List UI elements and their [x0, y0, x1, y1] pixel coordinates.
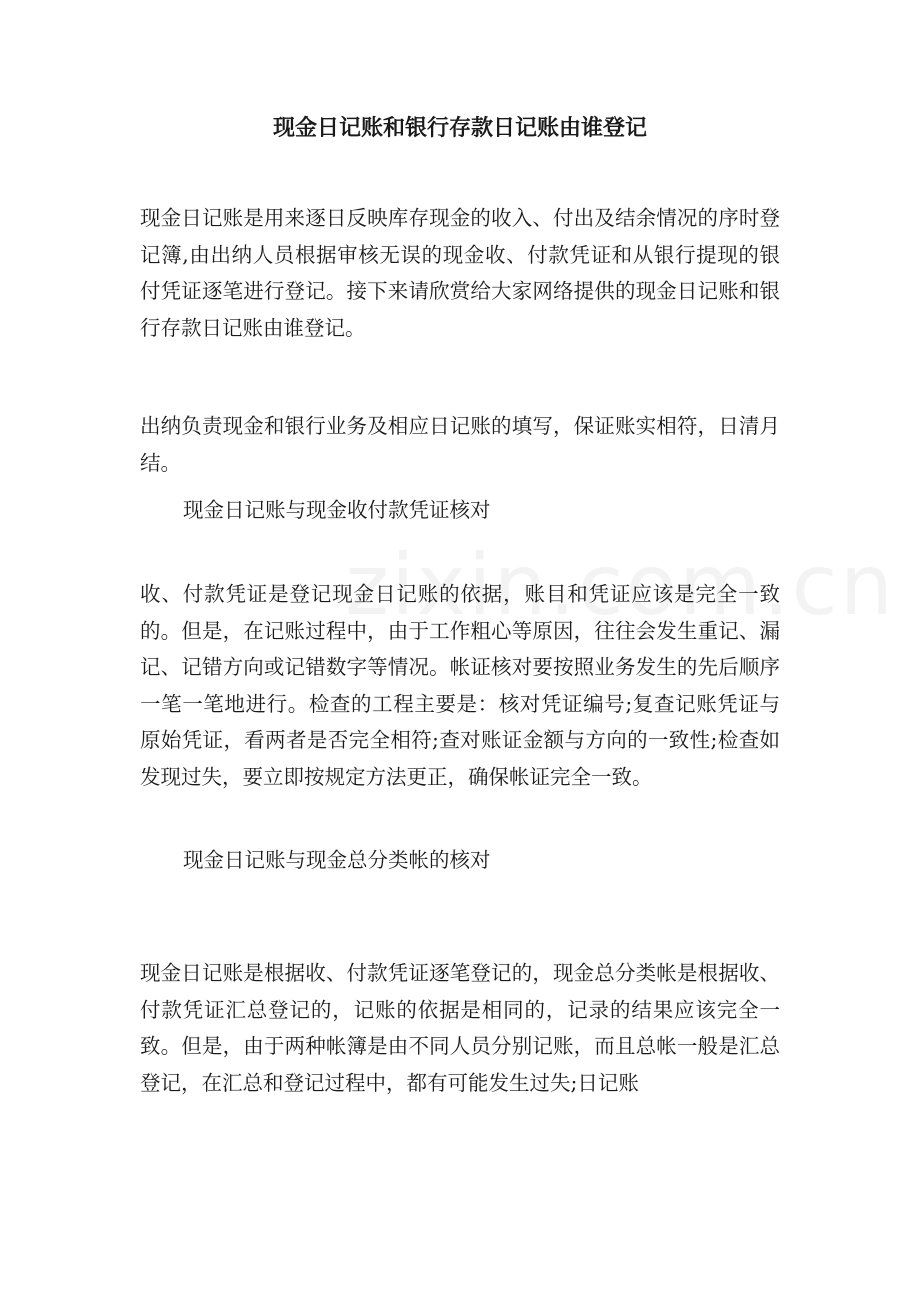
section-heading-voucher-check: 现金日记账与现金收付款凭证核对	[183, 498, 491, 522]
section-heading-ledger-check: 现金日记账与现金总分类帐的核对	[183, 848, 491, 872]
document-title: 现金日记账和银行存款日记账由谁登记	[272, 116, 647, 141]
paragraph-cashier-duty: 出纳负责现金和银行业务及相应日记账的填写，保证账实相符，日清月结。	[140, 414, 780, 475]
paragraph-ledger-check: 现金日记账是根据收、付款凭证逐笔登记的，现金总分类帐是根据收、付款凭证汇总登记的，记账的依据是相同的，记录的结果应该完全一致。但是，由于两种帐簿是由不同人员分别记账，而且总帐一般是汇总登记，在汇总和登记过程中，都有可能发生过失;日记账	[140, 961, 780, 1095]
paragraph-intro: 现金日记账是用来逐日反映库存现金的收入、付出及结余情况的序时登记簿,由出纳人员根据审核无误的现金收、付款凭证和从银行提现的银付凭证逐笔进行登记。接下来请欣赏给大家网络提供的现金日记账和银行存款日记账由谁登记。	[140, 206, 780, 340]
paragraph-voucher-check: 收、付款凭证是登记现金日记账的依据，账目和凭证应该是完全一致的。但是，在记账过程中，由于工作粗心等原因，往往会发生重记、漏记、记错方向或记错数字等情况。帐证核对要按照业务发生的先后顺序一笔一笔地进行。检查的工程主要是：核对凭证编号;复查记账凭证与原始凭证，看两者是否完全相符;查对账证金额与方向的一致性;检查如发现过失，要立即按规定方法更正，确保帐证完全一致。	[140, 582, 780, 789]
